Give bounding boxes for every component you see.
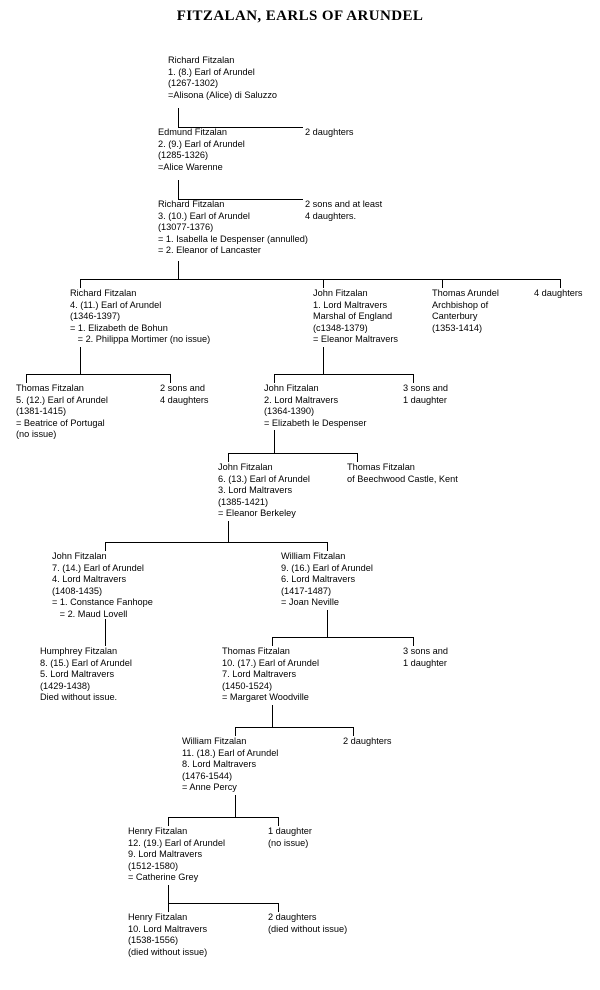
tree-node-two-sons-four-daughters-2 <box>160 383 245 406</box>
node-line: = 2. Philippa Mortimer (no issue) <box>70 334 211 345</box>
connector-line <box>274 430 275 453</box>
node-line: 2 daughters <box>343 736 392 746</box>
node-line: (1364-1390) <box>264 406 315 417</box>
connector-line <box>413 637 414 646</box>
node-line: 3 sons and <box>403 646 448 656</box>
node-line: Richard Fitzalan <box>168 55 235 65</box>
connector-line <box>80 279 81 288</box>
connector-line <box>274 374 413 375</box>
connector-line <box>105 542 327 543</box>
node-line: 3 sons and <box>403 383 448 393</box>
node-line: = Joan Neville <box>281 597 339 608</box>
connector-line <box>327 610 328 637</box>
node-line: (c1348-1379) <box>313 322 368 333</box>
tree-node-john-fitzalan-2nd-lord-maltravers <box>264 383 419 429</box>
node-line: 3. (10.) Earl of Arundel <box>158 210 250 221</box>
connector-line <box>235 727 353 728</box>
connector-line <box>168 817 278 818</box>
node-line: 1. Lord Maltravers <box>313 299 388 310</box>
tree-node-william-fitzalan-16th-earl <box>281 551 421 609</box>
tree-node-john-fitzalan-14th-earl <box>52 551 192 621</box>
node-line: (1353-1414) <box>432 322 483 333</box>
node-line: = Elizabeth le Despenser <box>264 417 367 428</box>
node-line: William Fitzalan <box>281 551 346 561</box>
node-line: 9. Lord Maltravers <box>128 849 203 860</box>
node-line: = Catherine Grey <box>128 872 199 883</box>
node-line: (13077-1376) <box>158 222 214 233</box>
node-line: (1385-1421) <box>218 496 269 507</box>
node-line: 4 daughters <box>534 288 583 298</box>
node-line: (1408-1435) <box>52 585 103 596</box>
node-line: Edmund Fitzalan <box>158 127 227 137</box>
tree-node-edmund-fitzalan-9th-earl <box>158 127 298 173</box>
node-line: Thomas Fitzalan <box>16 383 84 393</box>
node-line: 3. Lord Maltravers <box>218 485 293 496</box>
connector-line <box>413 374 414 383</box>
node-line: = 1. Elizabeth de Bohun <box>70 322 168 333</box>
connector-line <box>235 727 236 736</box>
node-line: 10. (17.) Earl of Arundel <box>222 657 320 668</box>
node-line: (no issue) <box>16 429 57 440</box>
node-line: of Beechwood Castle, Kent <box>347 473 458 484</box>
connector-line <box>272 637 413 638</box>
node-line: 5. (12.) Earl of Arundel <box>16 394 108 405</box>
connector-line <box>178 180 179 199</box>
tree-node-humphrey-fitzalan-15th-earl <box>40 646 180 704</box>
tree-node-john-fitzalan-13th-earl <box>218 462 343 520</box>
node-line: 5. Lord Maltravers <box>40 669 115 680</box>
connector-line <box>80 347 81 374</box>
connector-line <box>323 279 324 288</box>
connector-line <box>278 903 279 912</box>
node-line: =Alice Warenne <box>158 161 223 172</box>
node-line: = 2. Eleanor of Lancaster <box>158 245 261 256</box>
node-line: 8. (15.) Earl of Arundel <box>40 657 132 668</box>
tree-node-two-daughters-1 <box>305 127 395 139</box>
node-line: 2 sons and at least <box>305 199 383 209</box>
node-line: 1 daughter <box>403 657 447 668</box>
node-line: Canterbury <box>432 311 478 322</box>
node-line: (died without issue) <box>268 923 348 934</box>
tree-node-three-sons-one-daughter-1 <box>403 383 488 406</box>
node-line: 2. Lord Maltravers <box>264 394 339 405</box>
node-line: Thomas Fitzalan <box>222 646 290 656</box>
tree-node-john-fitzalan-1st-lord-maltravers <box>313 288 428 346</box>
tree-node-richard-fitzalan-11th-earl <box>70 288 270 346</box>
tree-node-henry-fitzalan-19th-earl <box>128 826 263 884</box>
tree-node-richard-fitzalan-10th-earl <box>158 199 358 257</box>
connector-line <box>168 817 169 826</box>
connector-line <box>353 727 354 736</box>
tree-node-thomas-fitzalan-12th-earl <box>16 383 146 441</box>
node-line: (1417-1487) <box>281 585 332 596</box>
tree-node-thomas-fitzalan-17th-earl <box>222 646 362 704</box>
node-line: Archbishop of <box>432 299 489 310</box>
node-line: Thomas Arundel <box>432 288 499 298</box>
tree-node-william-fitzalan-18th-earl <box>182 736 322 794</box>
node-line: John Fitzalan <box>218 462 273 472</box>
node-line: 2 daughters <box>268 912 317 922</box>
connector-line <box>178 108 179 127</box>
node-line: 4 daughters. <box>305 210 357 221</box>
connector-line <box>228 453 229 462</box>
node-line: 4. Lord Maltravers <box>52 574 127 585</box>
node-line: 9. (16.) Earl of Arundel <box>281 562 373 573</box>
tree-node-thomas-fitzalan-beechwood <box>347 462 482 485</box>
node-line: = 2. Maud Lovell <box>52 608 128 619</box>
connector-line <box>357 453 358 462</box>
connector-line <box>26 374 170 375</box>
tree-node-thomas-arundel-archbishop <box>432 288 532 334</box>
tree-node-two-daughters-2 <box>343 736 423 748</box>
node-line: Marshal of England <box>313 311 393 322</box>
node-line: 2 daughters <box>305 127 354 137</box>
node-line: (1512-1580) <box>128 860 179 871</box>
node-line: Thomas Fitzalan <box>347 462 415 472</box>
connector-line <box>228 453 357 454</box>
node-line: John Fitzalan <box>52 551 107 561</box>
node-line: John Fitzalan <box>313 288 368 298</box>
tree-node-two-daughters-died-without-issue <box>268 912 378 935</box>
node-line: (1538-1556) <box>128 935 179 946</box>
node-line: = 1. Isabella le Despenser (annulled) <box>158 233 308 244</box>
tree-node-three-sons-one-daughter-2 <box>403 646 488 669</box>
node-line: = Anne Percy <box>182 782 237 793</box>
node-line: (1381-1415) <box>16 406 67 417</box>
node-line: 7. (14.) Earl of Arundel <box>52 562 144 573</box>
connector-line <box>168 885 169 903</box>
node-line: = 1. Constance Fanhope <box>52 597 153 608</box>
page-title: FITZALAN, EARLS OF ARUNDEL <box>176 8 424 24</box>
tree-node-four-daughters-1 <box>534 288 600 300</box>
node-line: John Fitzalan <box>264 383 319 393</box>
node-line: = Eleanor Maltravers <box>313 334 399 345</box>
node-line: (died without issue) <box>128 946 208 957</box>
node-line: (1450-1524) <box>222 680 273 691</box>
node-line: 6. (13.) Earl of Arundel <box>218 473 310 484</box>
node-line: 2 sons and <box>160 383 205 393</box>
node-line: 11. (18.) Earl of Arundel <box>182 747 279 758</box>
connector-line <box>278 817 279 826</box>
node-line: Henry Fitzalan <box>128 912 188 922</box>
node-line: = Margaret Woodville <box>222 692 309 703</box>
tree-node-one-daughter-no-issue <box>268 826 358 849</box>
node-line: Died without issue. <box>40 692 118 703</box>
node-line: Richard Fitzalan <box>70 288 137 298</box>
connector-line <box>178 261 179 279</box>
node-line: (1476-1544) <box>182 770 233 781</box>
node-line: 1. (8.) Earl of Arundel <box>168 66 255 77</box>
node-line: 4 daughters <box>160 394 209 405</box>
node-line: Humphrey Fitzalan <box>40 646 118 656</box>
connector-line <box>105 619 106 646</box>
tree-node-henry-fitzalan-10th-lord-maltravers <box>128 912 263 958</box>
connector-line <box>170 374 171 383</box>
node-line: 12. (19.) Earl of Arundel <box>128 837 226 848</box>
connector-line <box>272 637 273 646</box>
node-line: Richard Fitzalan <box>158 199 225 209</box>
node-line: 10. Lord Maltravers <box>128 923 208 934</box>
connector-line <box>26 374 27 383</box>
node-line: =Alisona (Alice) di Saluzzo <box>168 89 278 100</box>
node-line: William Fitzalan <box>182 736 247 746</box>
node-line: Henry Fitzalan <box>128 826 188 836</box>
node-line: 8. Lord Maltravers <box>182 759 257 770</box>
connector-line <box>80 279 560 280</box>
node-line: 6. Lord Maltravers <box>281 574 356 585</box>
connector-line <box>560 279 561 288</box>
node-line: (1346-1397) <box>70 311 121 322</box>
connector-line <box>168 903 169 912</box>
node-line: 2. (9.) Earl of Arundel <box>158 138 245 149</box>
node-line: 4. (11.) Earl of Arundel <box>70 299 162 310</box>
connector-line <box>442 279 443 288</box>
tree-node-richard-fitzalan-8th-earl <box>168 55 333 101</box>
connector-line <box>105 542 106 551</box>
node-line: (no issue) <box>268 837 309 848</box>
node-line: (1285-1326) <box>158 150 209 161</box>
node-line: (1429-1438) <box>40 680 91 691</box>
node-line: 7. Lord Maltravers <box>222 669 297 680</box>
connector-line <box>272 705 273 727</box>
node-line: 1 daughter <box>268 826 312 836</box>
connector-line <box>274 374 275 383</box>
node-line: = Eleanor Berkeley <box>218 508 296 519</box>
connector-line <box>327 542 328 551</box>
node-line: 1 daughter <box>403 394 447 405</box>
node-line: (1267-1302) <box>168 78 219 89</box>
connector-line <box>228 521 229 542</box>
connector-line <box>168 903 278 904</box>
node-line: = Beatrice of Portugal <box>16 417 105 428</box>
connector-line <box>323 347 324 374</box>
connector-line <box>235 795 236 817</box>
